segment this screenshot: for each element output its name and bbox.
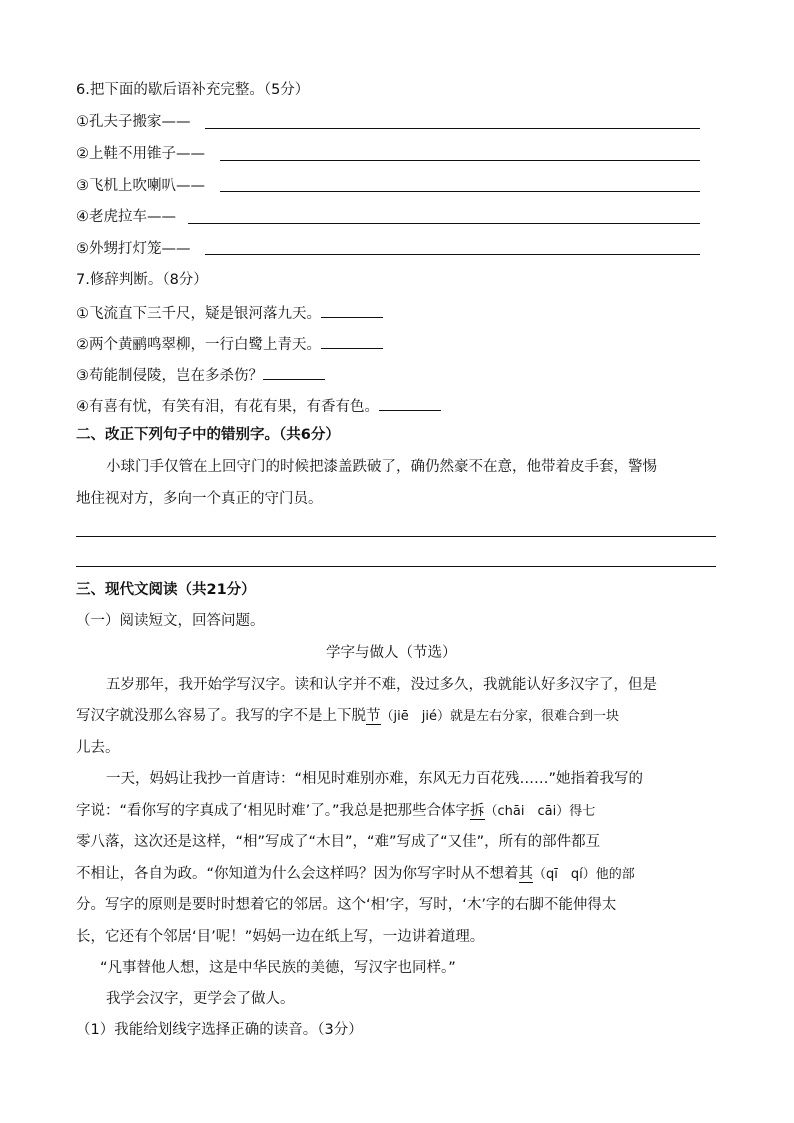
section2-sentence-line-1: 小球门手仅管在上回守门的时候把漆盖跌破了，确仍然豪不在意，他带着皮手套，警惕 <box>106 459 657 475</box>
q7-answer-blank-4[interactable] <box>379 395 441 411</box>
q6-answer-line-2[interactable] <box>220 160 700 161</box>
article-p4: 我学会汉字，更学会了做人。 <box>106 991 295 1007</box>
section3-heading: 三、现代文阅读（共21分） <box>76 582 256 598</box>
reading-question-1: （1）我能给划线字选择正确的读音。（3分） <box>76 1022 363 1038</box>
q7-item-3-text: ③苟能制侵陵，岂在多杀伤？ <box>76 368 263 384</box>
pinyin-choice-chai[interactable]: （chāi cāi）得七 <box>484 804 596 819</box>
underlined-char-qi: 其 <box>518 866 534 882</box>
q7-item-2 <box>76 333 383 355</box>
article-p2-line-3: 零八落，这次还是这样，“相”写成了“木目”，“难”写成了“又佳”，所有的部件都互 <box>76 834 601 850</box>
q7-item-4-text: ④有喜有忧，有笑有泪，有花有果，有香有色。 <box>76 399 379 415</box>
q7-item-3 <box>76 364 325 386</box>
q6-item-1: ①孔夫子搬家—— <box>76 114 191 130</box>
section2-answer-line-2[interactable] <box>76 566 716 567</box>
q7-item-1-text: ①飞流直下三千尺，疑是银河落九天。 <box>76 306 321 322</box>
q6-item-4: ④老虎拉车—— <box>76 209 176 225</box>
q6-item-2: ②上鞋不用锥子—— <box>76 146 205 162</box>
q6-answer-line-1[interactable] <box>205 128 700 129</box>
q6-item-5: ⑤外甥打灯笼—— <box>76 241 191 257</box>
article-p3: “凡事替他人想，这是中华民族的美德，写汉字也同样。” <box>100 960 456 976</box>
section2-answer-line-1[interactable] <box>76 536 716 537</box>
article-p1-line-2-a: 写汉字就没那么容易了。我写的字不是上下脱 <box>76 708 366 724</box>
article-p1-line-3: 儿去。 <box>76 740 120 756</box>
underlined-char-chai: 拆 <box>470 803 485 819</box>
article-p1-line-2 <box>76 706 619 727</box>
article-p2-line-5: 分。写字的原则是要时时想着它的邻居。这个‘相’字，写时，‘木’字的右脚不能伸得太 <box>76 897 617 913</box>
section2-sentence-line-2: 地住视对方，多向一个真正的守门员。 <box>76 491 323 507</box>
q6-title: 6.把下面的歇后语补充完整。（5分） <box>76 82 310 98</box>
pinyin-choice-qi[interactable]: （qī qí）他的部 <box>533 867 635 882</box>
q7-answer-blank-3[interactable] <box>263 364 325 380</box>
article-p2-line-1: 一天，妈妈让我抄一首唐诗：“相见时难别亦难，东风无力百花残……”她指着我写的 <box>106 771 644 787</box>
q7-title: 7.修辞判断。（8分） <box>76 272 208 288</box>
underlined-char-jie: 节 <box>366 708 381 724</box>
q7-answer-blank-1[interactable] <box>321 302 383 318</box>
q7-item-2-text: ②两个黄鹂鸣翠柳，一行白鹭上青天。 <box>76 337 321 353</box>
article-p2-line-4-a: 不相让，各自为政。“你知道为什么会这样吗？因为你写字时从不想着 <box>76 866 519 882</box>
q6-answer-line-5[interactable] <box>205 254 700 255</box>
article-p2-line-4 <box>76 864 635 885</box>
q7-answer-blank-2[interactable] <box>321 333 383 349</box>
article-title: 学字与做人（节选） <box>326 645 457 661</box>
article-p2-line-6: 长，它还有个邻居‘目’呢！”妈妈一边在纸上写，一边讲着道理。 <box>76 929 485 945</box>
article-p2-line-2-a: 字说：“看你写的字真成了‘相见时难’了。”我总是把那些合体字 <box>76 803 470 819</box>
article-p1-line-1: 五岁那年，我开始学写汉字。读和认字并不难，没过多久，我就能认好多汉字了，但是 <box>106 677 657 693</box>
section3-subheading: （一）阅读短文，回答问题。 <box>76 613 265 629</box>
section2-heading: 二、改正下列句子中的错别字。（共6分） <box>76 427 340 443</box>
q6-answer-line-4[interactable] <box>188 223 700 224</box>
q6-answer-line-3[interactable] <box>220 191 700 192</box>
q6-item-3: ③飞机上吹喇叭—— <box>76 178 205 194</box>
q7-item-1 <box>76 302 383 324</box>
article-p2-line-2 <box>76 801 595 822</box>
pinyin-choice-jie[interactable]: （jiē jié）就是左右分家，很难合到一块 <box>380 709 619 724</box>
q7-item-4 <box>76 395 441 417</box>
